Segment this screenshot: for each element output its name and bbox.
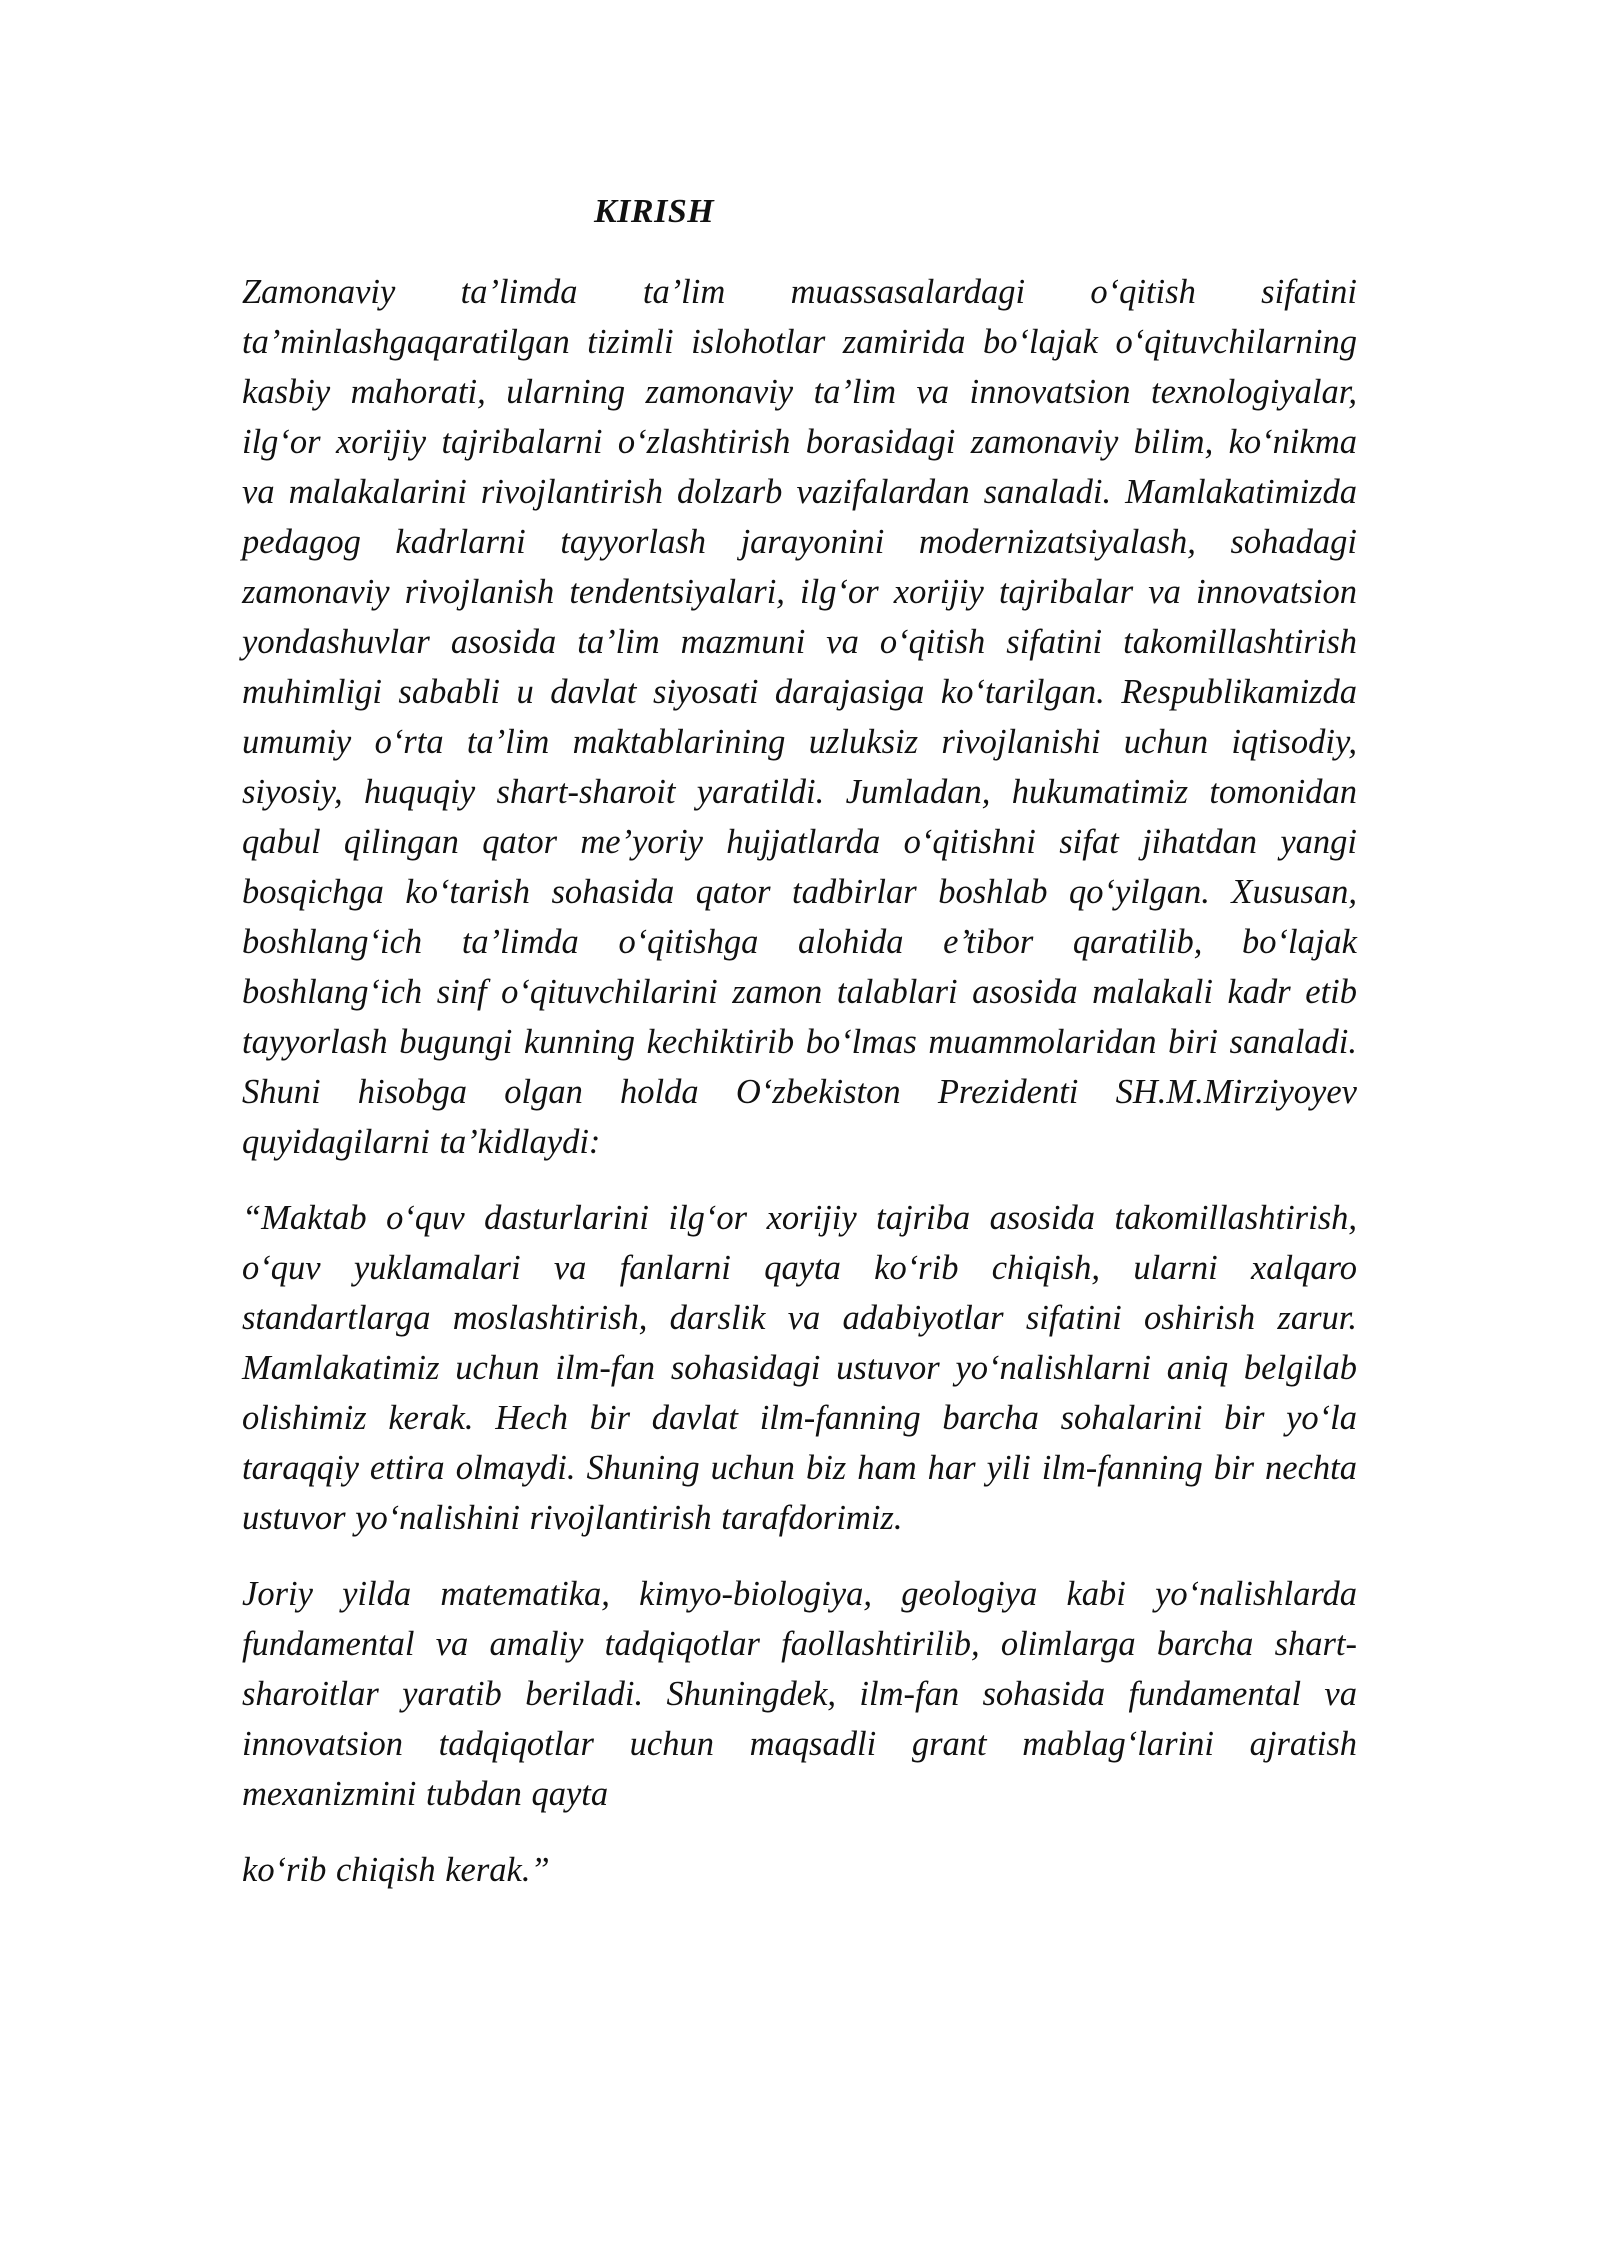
- document-body: [242, 267, 1357, 1895]
- quote-paragraph: “Maktab o‘quv dasturlarini ilg‘or xorijiy tajriba asosida takomillashtirish, o‘quv yuklamalari va fanlarni qayta ko‘rib chiqish, ularni xalqaro standartlarga moslashtirish, darslik va adabiyotlar sifatini oshirish zarur. Mamlakatimiz uchun ilm-fan sohasidagi ustuvor yo‘nalishlarni aniq belgilab olishimiz kerak. Hech bir davlat ilm-fanning barcha sohalarini bir yo‘la taraqqiy ettira olmaydi. Shuning uchun biz ham har yili ilm-fanning bir nechta ustuvor yo‘nalishini rivojlantirish tarafdorimiz.: [242, 1199, 1357, 1537]
- page-title: KIRISH: [594, 193, 715, 230]
- quote-closing-paragraph: ko‘rib chiqish kerak.”: [242, 1851, 550, 1889]
- intro-paragraph: Zamonaviy ta’limda ta’lim muassasalardagi o‘qitish sifatini ta’minlashgaqaratilgan tizimli islohotlar zamirida bo‘lajak o‘qituvchilarning kasbiy mahorati, ularning zamonaviy ta’lim va innovatsion texnologiyalar, ilg‘or xorijiy tajribalarni o‘zlashtirish borasidagi zamonaviy bilim, ko‘nikma va malakalarini rivojlantirish dolzarb vazifalardan sanaladi. Mamlakatimizda pedagog kadrlarni tayyorlash jarayonini modernizatsiyalash, sohadagi zamonaviy rivojlanish tendentsiyalari, ilg‘or xorijiy tajribalar va innovatsion yondashuvlar asosida ta’lim mazmuni va o‘qitish sifatini takomillashtirish muhimligi sababli u davlat siyosati darajasiga ko‘tarilgan. Respublikamizda umumiy o‘rta ta’lim maktablarining uzluksiz rivojlanishi uchun iqtisodiy, siyosiy, huquqiy shart-sharoit yaratildi. Jumladan, hukumatimiz tomonidan qabul qilingan qator me’yoriy hujjatlarda o‘qitishni sifat jihatdan yangi bosqichga ko‘tarish sohasida qator tadbirlar boshlab qo‘yilgan. Xususan, boshlang‘ich ta’limda o‘qitishga alohida e’tibor qaratilib, bo‘lajak boshlang‘ich sinf o‘qituvchilarini zamon talablari asosida malakali kadr etib tayyorlash bugungi kunning kechiktirib bo‘lmas muammolaridan biri sanaladi. Shuni hisobga olgan holda O‘zbekiston Prezidenti SH.M.Mirziyoyev quyidagilarni ta’kidlaydi:: [242, 273, 1357, 1161]
- quote-continuation-paragraph: Joriy yilda matematika, kimyo-biologiya, geologiya kabi yo‘nalishlarda fundamental va amaliy tadqiqotlar faollashtirilib, olimlarga barcha shart-sharoitlar yaratib beriladi. Shuningdek, ilm-fan sohasida fundamental va innovatsion tadqiqotlar uchun maqsadli grant mablag‘larini ajratish mexanizmini tubdan qayta: [242, 1575, 1357, 1813]
